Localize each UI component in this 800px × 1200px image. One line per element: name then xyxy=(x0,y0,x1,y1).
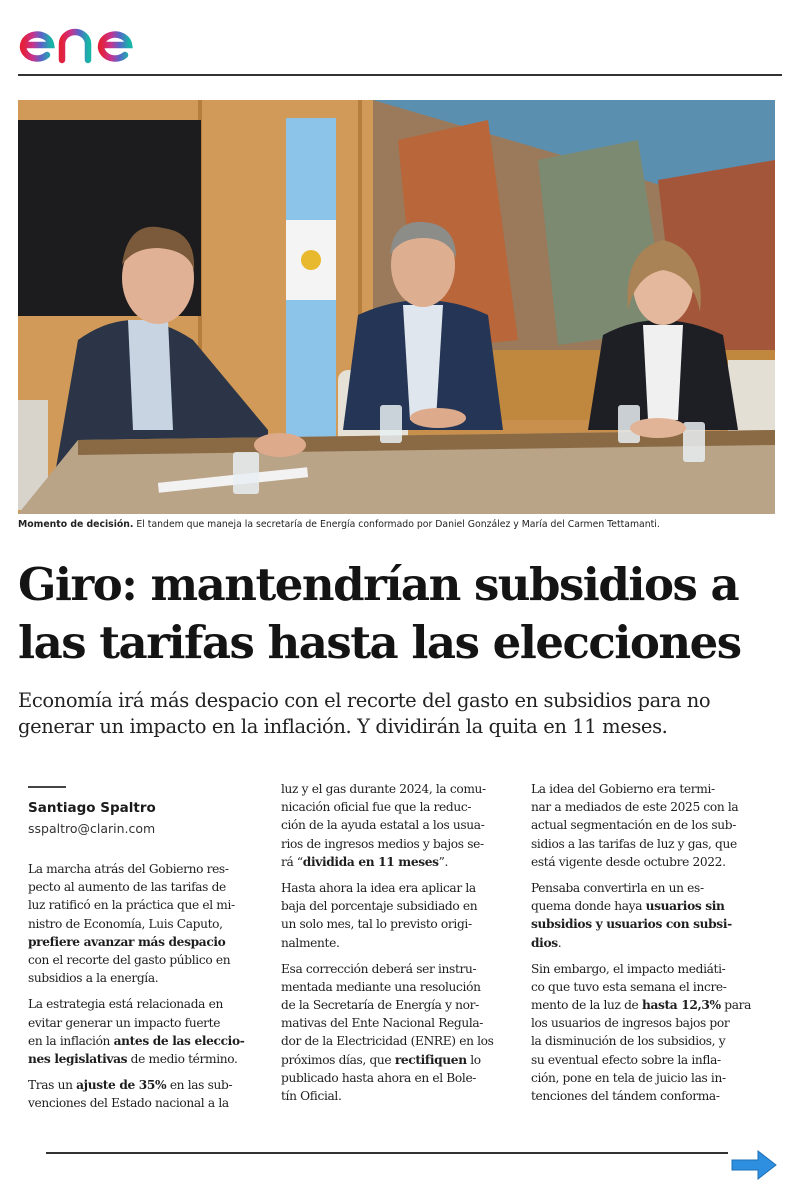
text-line: evitar generar un impacto fuerte xyxy=(28,1015,221,1030)
deck-line: generar un impacto en la inflación. Y dividirán la quita en 11 meses. xyxy=(18,715,668,738)
text-line: rá “dividida en 11 meses”. xyxy=(281,854,449,869)
text-line: subsidios a la energía. xyxy=(28,971,159,986)
text-line: La marcha atrás del Gobierno res- xyxy=(28,862,229,876)
text-line: baja del porcentaje subsidiado en xyxy=(281,899,478,914)
text-line: Pensaba convertirla en un es- xyxy=(531,880,704,895)
emphasis: antes de las eleccio- xyxy=(113,1033,245,1048)
text-line: tenciones del tándem conforma- xyxy=(531,1089,720,1103)
text-line: de la Secretaría de Energía y nor- xyxy=(281,998,479,1013)
text-line: Esa corrección deberá ser instru- xyxy=(281,961,477,976)
article-column-1 xyxy=(28,860,258,1112)
text-line: dor de la Electricidad (ENRE) en los xyxy=(281,1034,494,1049)
paragraph-gap xyxy=(531,871,767,879)
paragraph-gap xyxy=(281,871,513,879)
text-line: tín Oficial. xyxy=(281,1089,342,1103)
paragraph-gap xyxy=(28,1068,258,1076)
text-line: con el recorte del gasto público en xyxy=(28,952,231,967)
text-line: pecto al aumento de las tarifas de xyxy=(28,880,226,895)
headline-line: Giro: mantendrían subsidios a xyxy=(18,558,739,611)
text-line: quema donde haya usuarios sin xyxy=(531,899,725,914)
text-line: rios de ingresos medios y bajos se- xyxy=(281,836,484,851)
text-line xyxy=(28,933,258,951)
paragraph-gap xyxy=(531,952,767,960)
emphasis: usuarios sin xyxy=(645,899,725,914)
emphasis: rectifiquen xyxy=(394,1052,467,1067)
text-line: está vigente desde octubre 2022. xyxy=(531,854,726,869)
text-line: nistro de Economía, Luis Caputo, xyxy=(28,916,223,931)
text-line: ción, pone en tela de juicio las in- xyxy=(531,1070,726,1085)
text-line: luz ratificó en la práctica que el mi- xyxy=(28,898,235,913)
text-line: publicado hasta ahora en el Bole- xyxy=(281,1070,477,1085)
author-name: Santiago Spaltro xyxy=(28,800,156,816)
article-photo xyxy=(18,100,775,514)
headline-line: las tarifas hasta las elecciones xyxy=(18,616,741,669)
emphasis: subsidios y usuarios con subsi- xyxy=(531,917,732,932)
text-line: nalmente. xyxy=(281,935,340,950)
text-line: sidios a las tarifas de luz y gas, que xyxy=(531,836,737,851)
photo-caption xyxy=(18,519,788,530)
arrow-right-icon[interactable] xyxy=(728,1147,780,1183)
emphasis: ajuste de 35% xyxy=(76,1078,167,1093)
text-line: luz y el gas durante 2024, la comu- xyxy=(281,782,486,796)
emphasis: prefiere avanzar más despacio xyxy=(28,934,226,949)
paragraph-gap xyxy=(281,952,513,960)
author-email[interactable]: sspaltro@clarin.com xyxy=(28,821,156,836)
emphasis: dividida en 11 meses xyxy=(302,854,439,869)
text-line: La estrategia está relacionada en xyxy=(28,997,223,1012)
text-line: actual segmentación en de los sub- xyxy=(531,818,737,833)
text-line: Hasta ahora la idea era aplicar la xyxy=(281,880,476,895)
text-line: Sin embargo, el impacto mediáti- xyxy=(531,961,726,976)
footer-divider xyxy=(46,1152,728,1154)
article-column-2 xyxy=(281,780,513,1105)
text-line: un solo mes, tal lo previsto origi- xyxy=(281,917,472,932)
article-deck xyxy=(18,688,788,740)
text-line xyxy=(531,915,767,933)
caption-text: El tandem que maneja la secretaría de Energía conformado por Daniel González y María del Carmen Tettamanti. xyxy=(133,519,660,530)
article-column-3 xyxy=(531,780,767,1105)
byline-rule xyxy=(28,786,66,788)
emphasis: dios xyxy=(531,935,558,950)
text-line: la disminución de los subsidios, y xyxy=(531,1034,726,1049)
text-line: co que tuvo esta semana el incre- xyxy=(531,979,727,994)
text-line: venciones del Estado nacional a la xyxy=(28,1096,229,1111)
emphasis: nes legislativas xyxy=(28,1051,128,1066)
text-line: dios. xyxy=(531,935,562,950)
text-line: su eventual efecto sobre la infla- xyxy=(531,1052,721,1067)
emphasis: hasta 12,3% xyxy=(641,998,721,1013)
deck-line: Economía irá más despacio con el recorte del gasto en subsidios para no xyxy=(18,689,711,712)
text-line: nes legislativas de medio término. xyxy=(28,1051,238,1066)
text-line: en la inflación antes de las eleccio- xyxy=(28,1033,245,1048)
text-line: La idea del Gobierno era termi- xyxy=(531,782,715,796)
text-line: mativas del Ente Nacional Regula- xyxy=(281,1016,484,1031)
text-line: mentada mediante una resolución xyxy=(281,979,481,994)
text-line: ción de la ayuda estatal a los usua- xyxy=(281,818,485,833)
enel-logo xyxy=(18,8,173,70)
text-line: nar a mediados de este 2025 con la xyxy=(531,800,739,815)
article-headline xyxy=(18,556,788,672)
text-line: nicación oficial fue que la reduc- xyxy=(281,800,472,815)
header-divider xyxy=(18,74,782,76)
paragraph-gap xyxy=(28,987,258,995)
text-line: mento de la luz de hasta 12,3% para xyxy=(531,998,752,1013)
text-line: próximos días, que rectifiquen lo xyxy=(281,1052,481,1067)
text-line: los usuarios de ingresos bajos por xyxy=(531,1016,730,1031)
text-line: Tras un ajuste de 35% en las sub- xyxy=(28,1078,233,1093)
caption-lead: Momento de decisión. xyxy=(18,519,134,530)
